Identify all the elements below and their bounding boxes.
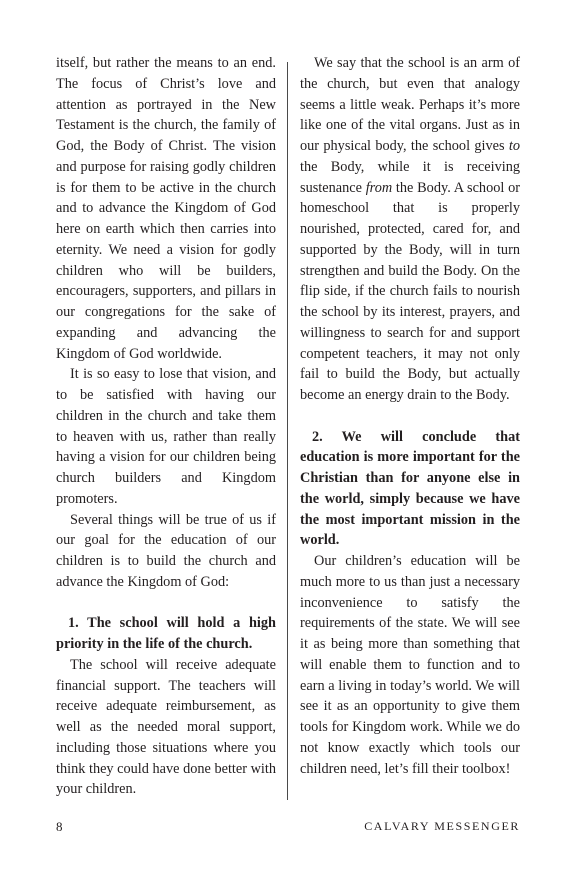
text-run: We say that the school is an arm of the church, but even that analogy seems a little weak. Perhaps it’s more like one of the vital organs. Just as in our physical body, the school gives [300,55,520,154]
section-heading: 2. We will conclude that education is more important for the Christian than for anyone else in the world, simply because we have the most important mission in the world. [300,428,520,549]
left-column [56,53,276,800]
text-run: the Body. A school or homeschool that is properly nourished, protected, cared for, and supported by the Body, will in turn strengthen and build the Body. On the flip side, if the church fails to nourish the school by its interest, prayers, and willingness to search for and support competent teachers, it may not only fail to build the Body, but actually become an energy drain to the Body. [300,179,520,403]
paragraph [300,53,520,406]
text-run: the Body, while it is receiving sustenance [300,158,520,196]
paragraph: It is so easy to lose that vision, and to be satisfied with having our children in the church and take them to heaven with us, rather than really having a vision for our children being church builders and Kingdom promoters. [56,366,276,507]
paragraph: Our children’s education will be much more to us than just a necessary inconvenience to satisfy the requirements of the state. We will see it as being more than something that will enable them to function and to earn a living in today’s world. We will see it as an opportunity to give them tools for Kingdom work. While we do not know exactly which tools our children need, let’s fill their toolbox! [300,553,520,777]
running-footer: CALVARY MESSENGER [364,819,520,833]
italic-word: to [508,138,520,154]
paragraph: itself, but rather the means to an end. The focus of Christ’s love and attention as portrayed in the New Testament is the church, the family of God, the Body of Christ. The vision and purpose for raising godly children is for them to be active in the church and to advance the Kingdom of God here on earth which then carries into eternity. We need a vision for godly children who will be builders, encouragers, supporters, and pillars in our congregations for the sake of expanding and advancing the Kingdom of God worldwide. [56,55,276,362]
paragraph: The school will receive adequate financial support. The teachers will receive adequate reimbursement, as well as the needed moral support, including those situations where you think they could have done better with your children. [56,656,276,798]
page-number: 8 [56,819,63,834]
italic-word: from [365,179,393,196]
paragraph: Several things will be true of us if our goal for the education of our children is to build the church and advance the Kingdom of God: [56,511,276,590]
column-divider [287,62,288,800]
right-column [300,53,520,779]
section-heading: 1. The school will hold a high priority in the life of the church. [56,615,276,652]
